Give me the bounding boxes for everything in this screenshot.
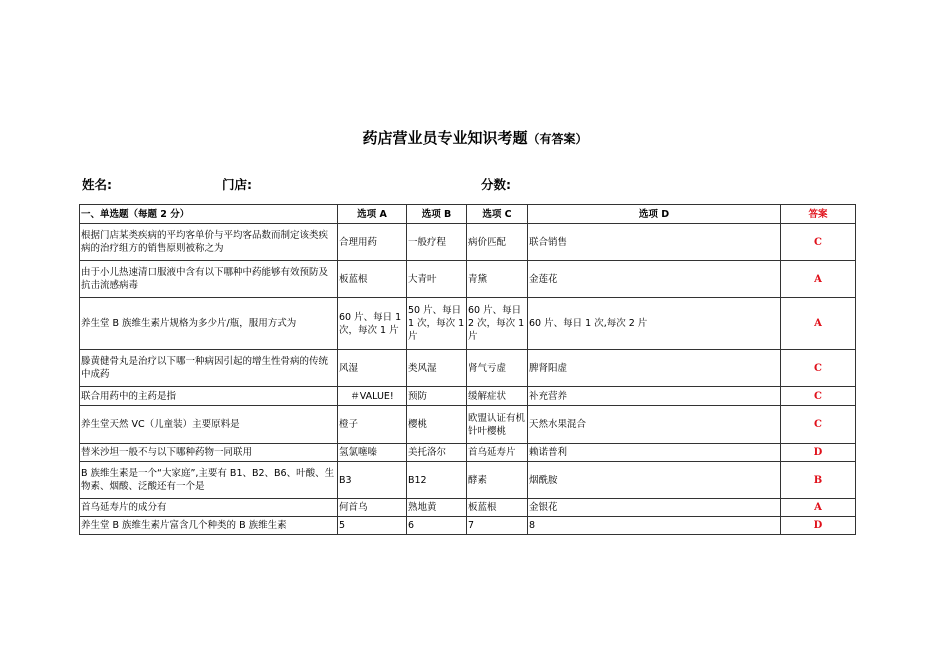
option-c-cell: 病价匹配 xyxy=(467,224,528,261)
answer-header: 答案 xyxy=(781,205,856,224)
title-main: 药店营业员专业知识考题 xyxy=(362,129,528,147)
answer-cell: A xyxy=(781,499,856,517)
option-b-cell: 樱桃 xyxy=(407,406,467,444)
answer-cell: C xyxy=(781,387,856,406)
option-a-cell: 合理用药 xyxy=(338,224,407,261)
question-cell: 滕黄健骨丸是治疗以下哪一种病因引起的增生性骨病的传统中成药 xyxy=(80,350,338,387)
option-c-cell: 首乌延寿片 xyxy=(467,444,528,462)
section-header: 一、单选题（每题 2 分） xyxy=(80,205,338,224)
question-cell: 替米沙坦一般不与以下哪种药物一同联用 xyxy=(80,444,338,462)
option-c-cell: 青黛 xyxy=(467,261,528,298)
question-cell: 首乌延寿片的成分有 xyxy=(80,499,338,517)
answer-cell: A xyxy=(781,298,856,350)
table-row xyxy=(80,350,856,387)
option-d-cell: 60 片、每日 1 次,每次 2 片 xyxy=(528,298,781,350)
option-a-cell: 60 片、每日 1 次，每次 1 片 xyxy=(338,298,407,350)
option-a-cell: 5 xyxy=(338,517,407,535)
question-cell: 由于小儿热速清口服液中含有以下哪种中药能够有效预防及抗击流感病毒 xyxy=(80,261,338,298)
answer-cell: A xyxy=(781,261,856,298)
option-c-cell: 肾气亏虚 xyxy=(467,350,528,387)
answer-cell: C xyxy=(781,406,856,444)
option-b-cell: B12 xyxy=(407,462,467,499)
question-cell: 养生堂天然 VC（儿童装）主要原料是 xyxy=(80,406,338,444)
answer-cell: B xyxy=(781,462,856,499)
option-c-cell: 60 片、每日 2 次，每次 1 片 xyxy=(467,298,528,350)
score-label: 分数: xyxy=(481,177,511,192)
option-d-cell: 脾肾阳虚 xyxy=(528,350,781,387)
option-d-header: 选项 D xyxy=(528,205,781,224)
option-b-cell: 50 片、每日 1 次，每次 1 片 xyxy=(407,298,467,350)
question-cell: B 族维生素是一个“大家庭”,主要有 B1、B2、B6、叶酸、生物素、烟酸、泛酸还有一个是 xyxy=(80,462,338,499)
table-row xyxy=(80,462,856,499)
option-b-cell: 类风湿 xyxy=(407,350,467,387)
option-a-cell: 橙子 xyxy=(338,406,407,444)
option-a-cell: 板蓝根 xyxy=(338,261,407,298)
store-label: 门店: xyxy=(222,177,252,192)
table-row xyxy=(80,444,856,462)
table-row xyxy=(80,224,856,261)
option-a-cell: ＃VALUE! xyxy=(338,387,407,406)
option-b-cell: 大青叶 xyxy=(407,261,467,298)
option-b-cell: 一般疗程 xyxy=(407,224,467,261)
table-row xyxy=(80,298,856,350)
answer-cell: C xyxy=(781,224,856,261)
option-a-cell: 氢氯噻嗪 xyxy=(338,444,407,462)
quiz-table xyxy=(79,204,856,535)
table-row xyxy=(80,261,856,298)
table-row xyxy=(80,387,856,406)
answer-cell: D xyxy=(781,444,856,462)
option-c-cell: 欧盟认证有机针叶樱桃 xyxy=(467,406,528,444)
option-c-cell: 7 xyxy=(467,517,528,535)
option-a-cell: B3 xyxy=(338,462,407,499)
question-cell: 养生堂 B 族维生素片富含几个种类的 B 族维生素 xyxy=(80,517,338,535)
option-d-cell: 天然水果混合 xyxy=(528,406,781,444)
option-d-cell: 赖诺普利 xyxy=(528,444,781,462)
option-c-cell: 板蓝根 xyxy=(467,499,528,517)
name-label: 姓名: xyxy=(82,177,112,192)
answer-cell: C xyxy=(781,350,856,387)
option-b-cell: 美托洛尔 xyxy=(407,444,467,462)
question-cell: 联合用药中的主药是指 xyxy=(80,387,338,406)
option-d-cell: 金莲花 xyxy=(528,261,781,298)
question-cell: 根据门店某类疾病的平均客单价与平均客品数而制定该类疾病的治疗组方的销售原则被称之为 xyxy=(80,224,338,261)
option-d-cell: 金银花 xyxy=(528,499,781,517)
option-d-cell: 联合销售 xyxy=(528,224,781,261)
question-cell: 养生堂 B 族维生素片规格为多少片/瓶，服用方式为 xyxy=(80,298,338,350)
option-a-cell: 风湿 xyxy=(338,350,407,387)
option-b-cell: 6 xyxy=(407,517,467,535)
table-row xyxy=(80,517,856,535)
table-header-row xyxy=(80,205,856,224)
option-d-cell: 烟酰胺 xyxy=(528,462,781,499)
option-d-cell: 补充营养 xyxy=(528,387,781,406)
option-b-header: 选项 B xyxy=(407,205,467,224)
table-row xyxy=(80,499,856,517)
option-a-cell: 何首乌 xyxy=(338,499,407,517)
answer-cell: D xyxy=(781,517,856,535)
option-b-cell: 熟地黄 xyxy=(407,499,467,517)
option-c-cell: 缓解症状 xyxy=(467,387,528,406)
page-title xyxy=(0,128,950,149)
option-a-header: 选项 A xyxy=(338,205,407,224)
table-row xyxy=(80,406,856,444)
option-b-cell: 预防 xyxy=(407,387,467,406)
title-suffix: （有答案） xyxy=(527,132,588,146)
option-c-cell: 酵素 xyxy=(467,462,528,499)
option-c-header: 选项 C xyxy=(467,205,528,224)
option-d-cell: 8 xyxy=(528,517,781,535)
